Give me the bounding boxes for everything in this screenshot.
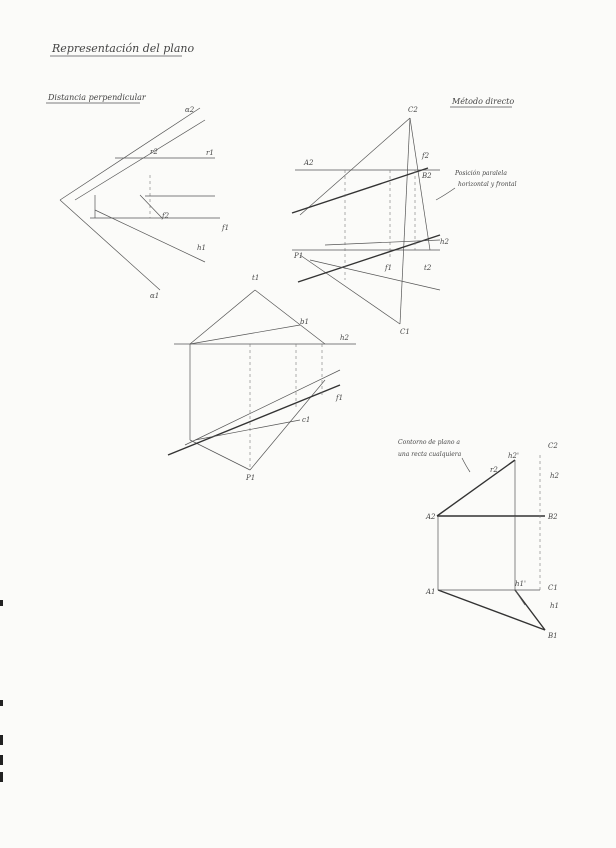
label-r2: r2 [150, 148, 158, 156]
label-c2r: C2 [548, 442, 558, 450]
label-c1m: c1 [302, 416, 311, 424]
label-b1: b1 [300, 318, 309, 326]
label-f1: f1 [222, 224, 230, 232]
diagram-right [292, 106, 517, 336]
label-b1r: B1 [548, 632, 558, 640]
label-b2: B2 [422, 172, 432, 180]
label-a2: α2 [185, 106, 195, 114]
label-h2: h2 [440, 238, 449, 246]
label-f1b: f1 [385, 264, 393, 272]
page-title: Representación del plano [52, 42, 195, 55]
label-h1: h1 [197, 244, 206, 252]
scan-edge-mark [0, 755, 3, 765]
scan-edge-mark [0, 600, 3, 606]
label-c2: C2 [408, 106, 418, 114]
scan-edge-mark [0, 700, 3, 706]
label-b2r: B2 [548, 513, 558, 521]
note-parallel-1: Posición paralela [455, 170, 507, 177]
label-r1: r1 [206, 149, 214, 157]
label-f2b: f2 [422, 152, 430, 160]
label-hr2: h2 [550, 472, 559, 480]
scan-edge-mark [0, 735, 3, 745]
label-a1: α1 [150, 292, 160, 300]
label-c1r: C1 [548, 584, 558, 592]
scan-edge-mark [0, 772, 3, 782]
left-heading: Distancia perpendicular [48, 93, 146, 102]
label-hr: h1' [515, 580, 526, 588]
right-heading: Método directo [452, 97, 515, 106]
label-c1: C1 [400, 328, 410, 336]
label-p1: P1 [294, 252, 304, 260]
label-t1: t1 [252, 274, 260, 282]
label-a1r: A1 [426, 588, 436, 596]
label-r2r: r2 [490, 466, 498, 474]
note-generic-2: una recta cualquiera [398, 451, 462, 458]
label-r2m: f1 [336, 394, 344, 402]
label-p1m: P1 [246, 474, 256, 482]
diagram-bottom-right [398, 439, 560, 640]
note-generic-1: Contorno de plano a [398, 439, 460, 446]
label-a2b: A2 [304, 159, 314, 167]
label-h1r: h1 [550, 602, 559, 610]
diagram-left [60, 106, 229, 300]
label-f2: f2 [162, 212, 170, 220]
diagram-middle [168, 274, 356, 482]
label-ar2: h2' [508, 452, 519, 460]
label-t2: t2 [424, 264, 432, 272]
label-h2m: h2 [340, 334, 349, 342]
note-parallel-2: horizontal y frontal [458, 181, 517, 188]
label-a2r: A2 [426, 513, 436, 521]
